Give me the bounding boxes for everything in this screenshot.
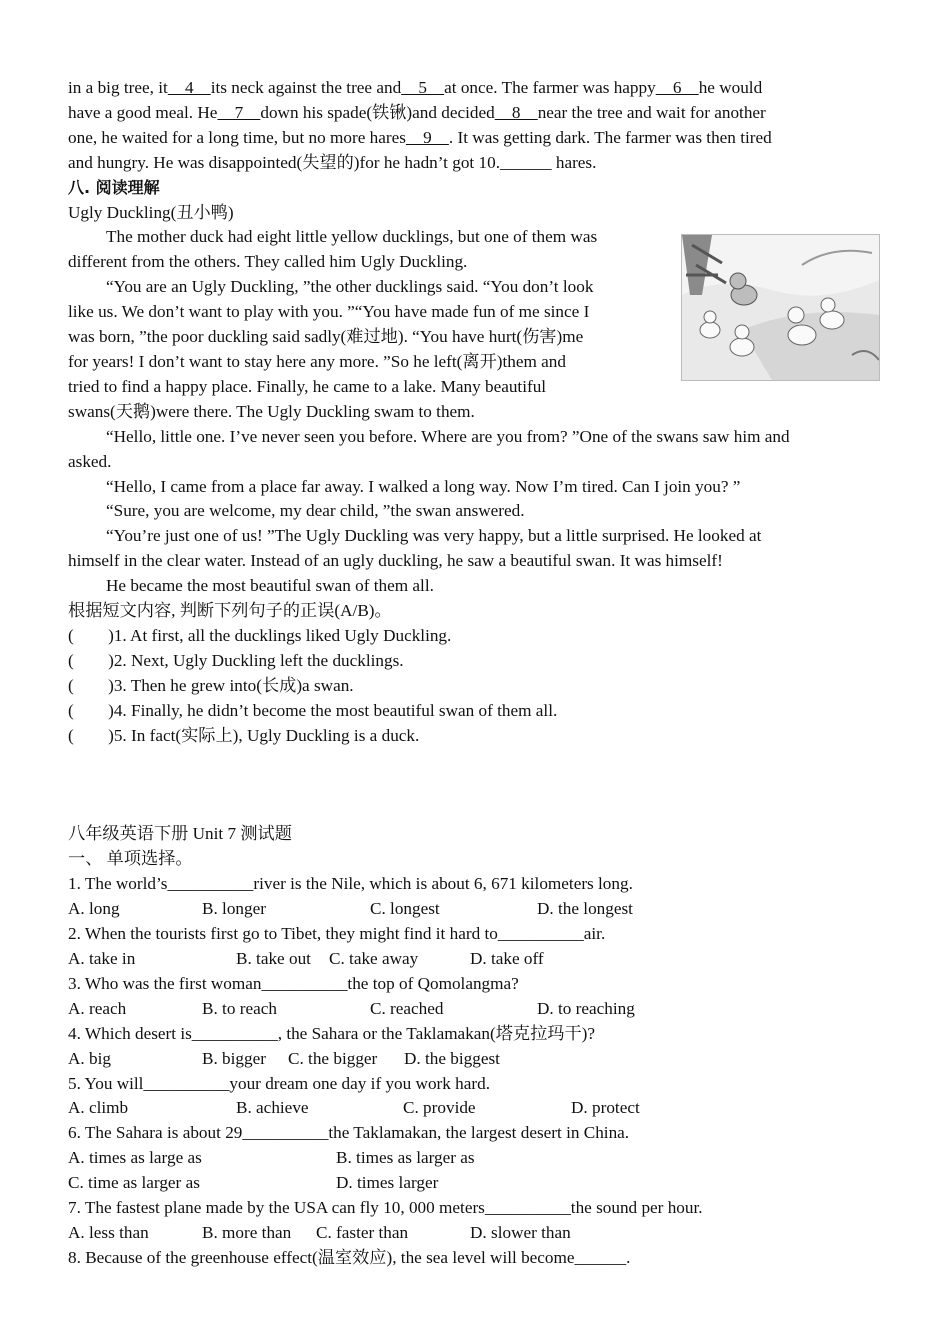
mc-option: A. reach [68, 998, 127, 1018]
cloze-line-3: one, he waited for a long time, but no more hares 9 . It was getting dark. The farmer was then tired [68, 127, 772, 147]
judgement-question: ( )5. In fact(实际上), Ugly Duckling is a duck. [68, 725, 420, 745]
mc-option: C. reached [370, 998, 444, 1018]
duck-scene-image [682, 235, 879, 380]
story-line: different from the others. They called him Ugly Duckling. [68, 252, 468, 272]
blank-4: 4 [167, 78, 211, 97]
story-title: Ugly Duckling(丑小鸭) [68, 202, 234, 222]
mc-option: D. take off [470, 949, 544, 968]
document-page [68, 76, 880, 1271]
story-line: swans(天鹅)were there. The Ugly Duckling swam to them. [68, 401, 475, 421]
mc-options [68, 897, 880, 922]
story-line: “Hello, little one. I’ve never seen you before. Where are you from? ”One of the swans saw him and [106, 426, 790, 446]
mc-options [68, 1047, 880, 1072]
mc-question: 2. When the tourists first go to Tibet, they might find it hard to__________air. [68, 924, 606, 944]
mc-option: B. longer [202, 899, 266, 919]
mc-question: 5. You will__________your dream one day if you work hard. [68, 1073, 490, 1093]
mc-option: C. time as larger as [68, 1173, 200, 1193]
mc-option: C. the bigger [288, 1048, 378, 1068]
mc-option: B. achieve [236, 1098, 309, 1118]
story-line: “Sure, you are welcome, my dear child, ”the swan answered. [106, 501, 525, 521]
mc-option: C. take away [329, 949, 419, 968]
story-line: himself in the clear water. Instead of an ugly duckling, he saw a beautiful swan. It was himself! [68, 551, 723, 571]
cloze-line-4: and hungry. He was disappointed(失望的)for he hadn’t got 10.______ hares. [68, 152, 597, 172]
ugly-duckling-illustration [681, 234, 880, 381]
mc-question: 4. Which desert is__________, the Sahara or the Taklamakan(塔克拉玛干)? [68, 1023, 596, 1043]
judgement-instruction: 根据短文内容, 判断下列句子的正误(A/B)。 [68, 601, 392, 621]
mc-option: B. bigger [202, 1048, 266, 1068]
story-line: “You are an Ugly Duckling, ”the other ducklings said. “You don’t look [106, 277, 594, 297]
mc-option: D. protect [571, 1098, 640, 1118]
mc-option: D. the biggest [404, 1048, 500, 1068]
mc-option: D. the longest [537, 899, 633, 919]
cloze-line-1: in a big tree, it 4 its neck against the tree and 5 at once. The farmer was happy 6 he would [68, 78, 763, 97]
mc-question: 6. The Sahara is about 29__________the Taklamakan, the largest desert in China. [68, 1123, 630, 1143]
mc-options [68, 1096, 880, 1121]
story-line: asked. [68, 451, 112, 471]
mc-option: B. more than [202, 1222, 292, 1242]
mc-option: B. times as larger as [336, 1148, 475, 1168]
mc-option: C. faster than [316, 1222, 409, 1242]
mc-question: 1. The world’s__________river is the Nile, which is about 6, 671 kilometers long. [68, 874, 633, 894]
story-line: The mother duck had eight little yellow ducklings, but one of them was [106, 227, 598, 247]
mc-options [68, 997, 880, 1022]
mc-question: 7. The fastest plane made by the USA can fly 10, 000 meters__________the sound per hour. [68, 1198, 703, 1218]
test-title: 八年级英语下册 Unit 7 测试题 [68, 824, 292, 844]
test-section-heading: 一、 单项选择。 [68, 849, 193, 869]
mc-option: A. times as large as [68, 1148, 202, 1168]
cloze-line-2: have a good meal. He 7 down his spade(铁锹)and decided 8 near the tree and wait for another [68, 102, 766, 122]
mc-option: A. take in [68, 949, 136, 968]
blank-8: 8 [494, 102, 538, 122]
mc-option: A. big [68, 1048, 111, 1068]
mc-options [68, 1146, 880, 1171]
blank-7: 7 [217, 102, 261, 122]
story-line: “Hello, I came from a place far away. I walked a long way. Now I’m tired. Can I join you? ” [106, 476, 741, 496]
blank-5: 5 [401, 78, 445, 97]
judgement-question: ( )1. At first, all the ducklings liked Ugly Duckling. [68, 625, 452, 645]
mc-option: B. to reach [202, 998, 277, 1018]
story-line: tried to find a happy place. Finally, he came to a lake. Many beautiful [68, 376, 547, 396]
story-line: was born, ”the poor duckling said sadly(难过地). “You have hurt(伤害)me [68, 327, 584, 347]
judgement-question: ( )3. Then he grew into(长成)a swan. [68, 675, 354, 695]
story-line: for years! I don’t want to stay here any more. ”So he left(离开)them and [68, 351, 566, 371]
story-line: like us. We don’t want to play with you. ”“You have made fun of me since I [68, 302, 590, 322]
mc-options [68, 947, 880, 972]
mc-question: 3. Who was the first woman__________the top of Qomolangma? [68, 973, 519, 993]
judgement-question: ( )2. Next, Ugly Duckling left the ducklings. [68, 650, 404, 670]
mc-option: D. to reaching [537, 998, 635, 1018]
mc-option: C. provide [403, 1098, 476, 1118]
mc-option: A. less than [68, 1222, 149, 1242]
blank-6: 6 [655, 78, 699, 97]
mc-question: 8. Because of the greenhouse effect(温室效应), the sea level will become______. [68, 1247, 631, 1267]
mc-option: D. times larger [336, 1173, 439, 1193]
mc-option: B. take out [236, 949, 311, 968]
mc-options [68, 1171, 880, 1196]
mc-options [68, 1221, 880, 1246]
mc-option: A. long [68, 899, 120, 919]
story-line: “You’re just one of us! ”The Ugly Duckling was very happy, but a little surprised. He looked at [106, 526, 762, 546]
section-heading-reading: 八. 阅读理解 [68, 177, 160, 197]
mc-option: D. slower than [470, 1222, 571, 1242]
mc-option: C. longest [370, 899, 440, 919]
judgement-question: ( )4. Finally, he didn’t become the most beautiful swan of them all. [68, 700, 558, 720]
story-line: He became the most beautiful swan of them all. [106, 576, 434, 596]
blank-9: 9 [405, 127, 449, 147]
mc-option: A. climb [68, 1098, 129, 1118]
